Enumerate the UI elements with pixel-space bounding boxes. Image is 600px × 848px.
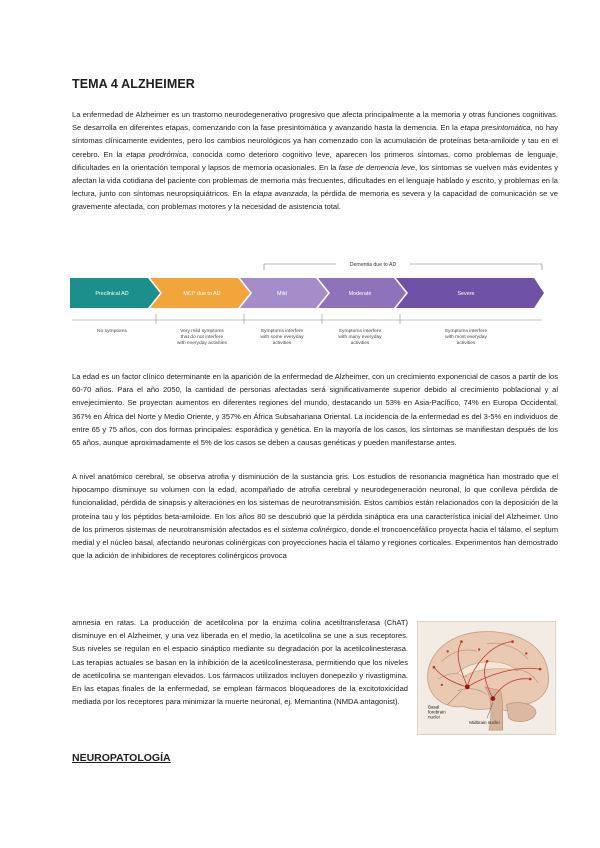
italic-term: sistema colinérgico <box>281 524 347 534</box>
text-run: , los síntomas se vuelven más evidentes y afectan la vida cotidiana del paciente con problemas de memoria más frecuentes, dificultades en el lenguaje hablado y escrito, y problemas en la lectura, junto con síntomas neuropsiquiátricos. En la <box>72 162 558 199</box>
alzheimer-stages-figure <box>68 256 544 362</box>
paragraph-epidemiology: La edad es un factor clínico determinante en la aparición de la enfermedad de Alzheimer, con un crecimiento exponencial de casos a partir de los 60-70 años. Para el año 2050, la cantidad de personas afectadas será significativamente superior debido al crecimiento poblacional y al envejecimiento. Se proyectan aumentos en diferentes regiones del mundo, destacando un 53% en Asia-Pacífico, 74% en Europa Occidental, 367% en África del Norte y Medio Oriente, y 357% en África Subsahariana Oriental. La incidencia de la enfermedad es del 3-5% en individuos de entre 65 y 75 años, con dos formas principales: esporádica y genética. En la mayoría de los casos, los síntomas se manifiestan después de los 65 años, aunque aproximadamente el 5% de los casos se deben a causas genéticas y pueden manifestarse antes. <box>72 372 558 448</box>
page-title: TEMA 4 ALZHEIMER <box>72 77 195 91</box>
dementia-label: Dementia due to AD <box>349 262 397 268</box>
text-run: A nivel anatómico cerebral, se observa atrofia y disminución de la sustancia gris. Los estudios de resonancia magnética han mostrado que el hipocampo disminuye su volumen con la edad, acompañado de atrofia cerebral y neurodegeneración neuronal, lo que conlleva pérdida de funcionalidad, pérdida de sinapsis y alteraciones en los sistemas de neurotransmisión. Estos cambios están relacionados con la deposición de la proteína tau y los péptidos beta-amiloide. En los años 80 se descubrió que la pérdida sináptica era una característica inicial del Alzheimer. Uno de los primeros sistemas de neurotransmisión afectados es el <box>72 472 558 534</box>
stage-label-mild: Mild <box>277 291 287 297</box>
label-midbrain-nuclei: Midbrain nuclei <box>469 720 500 726</box>
text-run: , conocida como deterioro cognitivo leve, aparecen los primeros síntomas, como problemas de lenguaje, dificultades en la orientación temporal y lapsos de memoria ocasionales. En la <box>72 149 558 172</box>
text-run: , la pérdida de memoria es severa y la capacidad de comunicación se ve gravemente afectada, con problemas motores y la necesidad de asistencia total. <box>72 189 558 212</box>
section-heading-neuropatologia: NEUROPATOLOGÍA <box>72 752 171 764</box>
stage-label-severe: Severe <box>457 291 475 297</box>
text-run: , donde el troncoencefálico proyecta hacia el tálamo, el septum medial y el núcleo basal, afectando neuronas colinérgicas con proyecciones hacia el tálamo y regiones corticales. Experimentos han demostrado que la adición de inhibidores de receptores colinérgicos provoca <box>72 524 558 561</box>
italic-term: etapa prodrómica <box>126 149 187 159</box>
paragraph-cholinergic: amnesia en ratas. La producción de acetilcolina por la enzima colina acetiltransferasa (ChAT) disminuye en el Alzheimer, y una vez liberada en el medio, la acetilcolina se une a sus receptores. Sus niveles se regulan en el espacio sináptico mediante su degradación por la acetilcolinesterasa. Las terapias actuales se basan en la inhibición de la acetilcolinesterasa, permitiendo que los niveles de acetilcolina se mantengan elevados. Los fármacos utilizados incluyen donepezilo y rivastigmina. En las etapas finales de la enfermedad, se emplean fármacos bloqueadores de la excitotoxicidad mediada por los receptores para minimizar la muerte neuronal, ej. Memantina (NMDA antagonist). <box>72 618 408 707</box>
stage-label-preclinical: Preclinical AD <box>95 291 129 297</box>
stage-desc-moderate: Symptoms interfere with many everyday activities <box>338 329 382 346</box>
stage-desc-preclinical: No symptoms <box>97 329 127 334</box>
label-basal-forebrain: Basal forebrain nuclei <box>428 704 446 720</box>
cholinergic-pathways-brain-figure <box>417 621 556 735</box>
basal-forebrain-nucleus <box>465 684 470 689</box>
paragraph-stages <box>72 108 558 214</box>
stage-desc-mci: Very mild symptoms that do not interfere with everyday activities <box>176 329 228 346</box>
stage-desc-severe: Symptoms interfere with most everyday activities <box>444 329 488 346</box>
stage-label-moderate: Moderate <box>348 291 372 297</box>
text-run: , no hay síntomas clínicamente evidentes, pero los cambios neurológicos ya han comenzado con la acumulación de proteínas beta-amiloide y tau en el cerebro. En la <box>72 123 558 159</box>
italic-term: etapa avanzada <box>253 189 308 199</box>
midbrain-nucleus <box>491 696 496 701</box>
italic-term: fase de demencia leve <box>338 162 415 172</box>
text-run: La enfermedad de Alzheimer es un trastorno neurodegenerativo progresivo que afecta principalmente a la memoria y otras funciones cognitivas. Se desarrolla en diferentes etapas, comenzando con la fase presintomática y avanzando hasta la demencia. En la <box>72 110 558 133</box>
paragraph-anatomy <box>72 470 558 562</box>
stage-label-mci: MCI* due to AD <box>183 291 221 297</box>
stage-desc-mild: Symptoms interfere with some everyday activities <box>260 329 304 346</box>
italic-term: etapa presintomática <box>460 123 531 133</box>
